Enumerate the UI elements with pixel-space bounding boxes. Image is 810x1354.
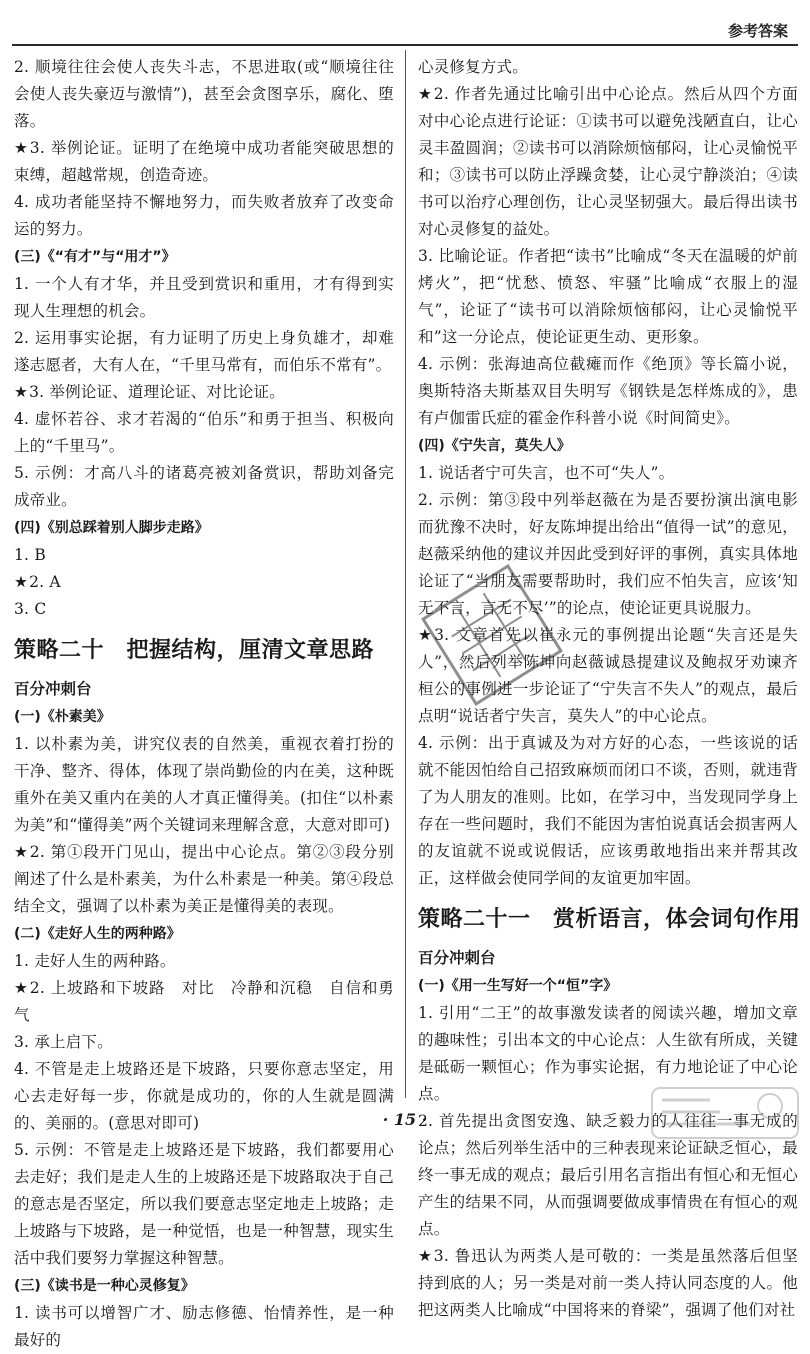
answer-item: 1. 读书可以增智广才、励志修德、怡情养性，是一种最好的 xyxy=(14,1304,394,1349)
section-heading: (四)《别总踩着别人脚步走路》 xyxy=(14,520,209,536)
chapter-title: 策略二十 把握结构，厘清文章思路 xyxy=(14,638,375,663)
block-title: 百分冲刺台 xyxy=(14,680,92,698)
section-heading: (四)《宁失言，莫失人》 xyxy=(418,438,571,454)
answer-item: ★ 2. 作者先通过比喻引出中心论点。然后从四个方面对中心论点进行论证：①读书可以避免浅陋直白，让心灵丰盈圆润；②读书可以消除烦恼郁闷，让心灵愉悦平和；③读书可以防止浮躁贪婪，让心灵宁静淡泊；④读书可以治疗心理创伤，让心灵坚韧强大。最后得出读书对心灵修复的益处。 xyxy=(418,81,798,243)
answer-item: 1. 走好人生的两种路。 xyxy=(14,952,176,970)
answer-item: 2. 顺境往往会使人丧失斗志，不思进取(或“顺境往往会使人丧失豪迈与激情”)，甚至会贪图享乐，腐化、堕落。 xyxy=(14,58,394,130)
answer-item: ★ 3. 举例论证。证明了在绝境中成功者能突破思想的束缚，超越常规，创造奇迹。 xyxy=(14,135,394,189)
answer-item: 1. 引用“二王”的故事激发读者的阅读兴趣，增加文章的趣味性；引出本文的中心论点：人生欲有所成，关键是砥砺一颗恒心；作为事实论据，有力地论证了中心论点。 xyxy=(418,1004,798,1103)
answer-item: 4. 成功者能坚持不懈地努力，而失败者放弃了改变命运的努力。 xyxy=(14,193,394,238)
answer-item: 1. 说话者宁可失言，也不可“失人”。 xyxy=(418,464,675,482)
answer-item: 3. 承上启下。 xyxy=(14,1033,113,1051)
page-header xyxy=(0,0,810,52)
answer-item: 5. 示例：才高八斗的诸葛亮被刘备赏识，帮助刘备完成帝业。 xyxy=(14,464,394,509)
answer-item: ★ 3. 鲁迅认为两类人是可敬的：一类是虽然落后但坚持到底的人；另一类是对前一类人持认同态度的人。他把这两类人比喻成“中国将来的脊梁”，强调了他们对社 xyxy=(418,1243,798,1324)
section-heading: (一)《朴素美》 xyxy=(14,709,111,725)
section-heading: (二)《走好人生的两种路》 xyxy=(14,926,181,942)
answer-item: ★ 3. 文章首先以崔永元的事例提出论题“失言还是失人”，然后列举陈坤向赵薇诚恳提建议及鲍叔牙劝谏齐桓公的事例进一步论证了“宁失言不失人”的观点，最后点明“说话者宁失言，莫失人”的中心论点。 xyxy=(418,622,798,730)
answer-item: 3. 比喻论证。作者把“读书”比喻成“冬天在温暖的炉前烤火”，把“忧愁、愤怒、牢骚”比喻成“衣服上的湿气”，论证了“读书可以消除烦恼郁闷，让心灵愉悦平和”这一分论点，使论证更生动、更形象。 xyxy=(418,247,798,346)
answer-item: ★ 2. 第①段开门见山，提出中心论点。第②③段分别阐述了什么是朴素美，为什么朴素是一种美。第④段总结全文，强调了以朴素为美正是懂得美的表现。 xyxy=(14,839,394,920)
answer-item: 2. 首先提出贪图安逸、缺乏毅力的人往往一事无成的论点；然后列举生活中的三种表现来论证缺乏恒心，最终一事无成的观点；最后引用名言指出有恒心和无恒心产生的结果不同，从而强调要做成事情贵在有恒心的观点。 xyxy=(418,1112,798,1238)
section-heading: (三)《“有才”与“用才”》 xyxy=(14,249,176,265)
section-heading: (三)《读书是一种心灵修复》 xyxy=(14,1278,195,1294)
answer-item: 1. 以朴素为美，讲究仪表的自然美，重视衣着打扮的干净、整齐、得体，体现了崇尚勤俭的内在美，这种既重外在美又重内在美的人才真正懂得美。(扣住“以朴素为美”和“懂得美”两个关键词来理解含意，大意对即可) xyxy=(14,735,394,834)
left-column xyxy=(14,54,394,1354)
page-number: · 15 · xyxy=(382,1110,428,1129)
answer-item: 心灵修复方式。 xyxy=(418,58,528,76)
answer-item: 4. 示例：张海迪高位截瘫而作《绝顶》等长篇小说，奥斯特洛夫斯基双目失明写《钢铁是怎样炼成的》，患有卢伽雷氏症的霍金作科普小说《时间简史》。 xyxy=(418,355,798,427)
answer-item: 3. C xyxy=(14,600,47,618)
chapter-title: 策略二十一 赏析语言，体会词句作用 xyxy=(418,907,801,932)
answer-item: 2. 运用事实论据，有力证明了历史上身负雄才，却难遂志愿者，大有人在，“千里马常有，而伯乐不常有”。 xyxy=(14,329,394,374)
answer-item: ★ 2. 上坡路和下坡路 对比 冷静和沉稳 自信和勇气 xyxy=(14,975,394,1029)
section-heading: (一)《用一生写好一个“恒”字》 xyxy=(418,978,618,994)
answer-item: 4. 示例：出于真诚及为对方好的心态，一些该说的话就不能因怕给自己招致麻烦而闭口不谈，否则，就违背了为人朋友的准则。比如，在学习中，当发现同学身上存在一些问题时，我们不能因为害怕说真话会损害两人的友谊就不说或说假话，应该勇敢地指出来并帮其改正，这样做会使同学间的友谊更加牢固。 xyxy=(418,734,798,887)
answer-item: ★ 3. 举例论证、道理论证、对比论证。 xyxy=(14,379,394,406)
header-label: 参考答案 xyxy=(727,22,788,40)
answer-item: 1. B xyxy=(14,546,46,564)
answer-item: 4. 不管是走上坡路还是下坡路，只要你意志坚定，用心去走好每一步，你就是成功的，你的人生就是圆满的、美丽的。(意思对即可) xyxy=(14,1060,394,1132)
block-title: 百分冲刺台 xyxy=(418,949,496,967)
answer-item: 1. 一个人有才华，并且受到赏识和重用，才有得到实现人生理想的机会。 xyxy=(14,275,394,320)
answer-item: 5. 示例：不管是走上坡路还是下坡路，我们都要用心去走好；我们是走人生的上坡路还是下坡路取决于自己的意志是否坚定，所以我们要意志坚定地走上坡路；走上坡路与下坡路，是一种觉悟，也是一种智慧，现实生活中我们要努力掌握这种智慧。 xyxy=(14,1141,394,1267)
column-divider xyxy=(405,50,406,1098)
answer-item: 2. 示例：第③段中列举赵薇在为是否要扮演出演电影而犹豫不决时，好友陈坤提出给出“值得一试”的意见，赵薇采纳他的建议并因此受到好评的事例，真实具体地论证了“当朋友需要帮助时，我们应不怕失言，应该‘知无不言，言无不尽’”的论点，使论证更具说服力。 xyxy=(418,491,798,617)
header-rule xyxy=(12,44,798,46)
answer-item: ★ 2. A xyxy=(14,569,394,596)
answer-item: 4. 虚怀若谷、求才若渴的“伯乐”和勇于担当、积极向上的“千里马”。 xyxy=(14,410,394,455)
